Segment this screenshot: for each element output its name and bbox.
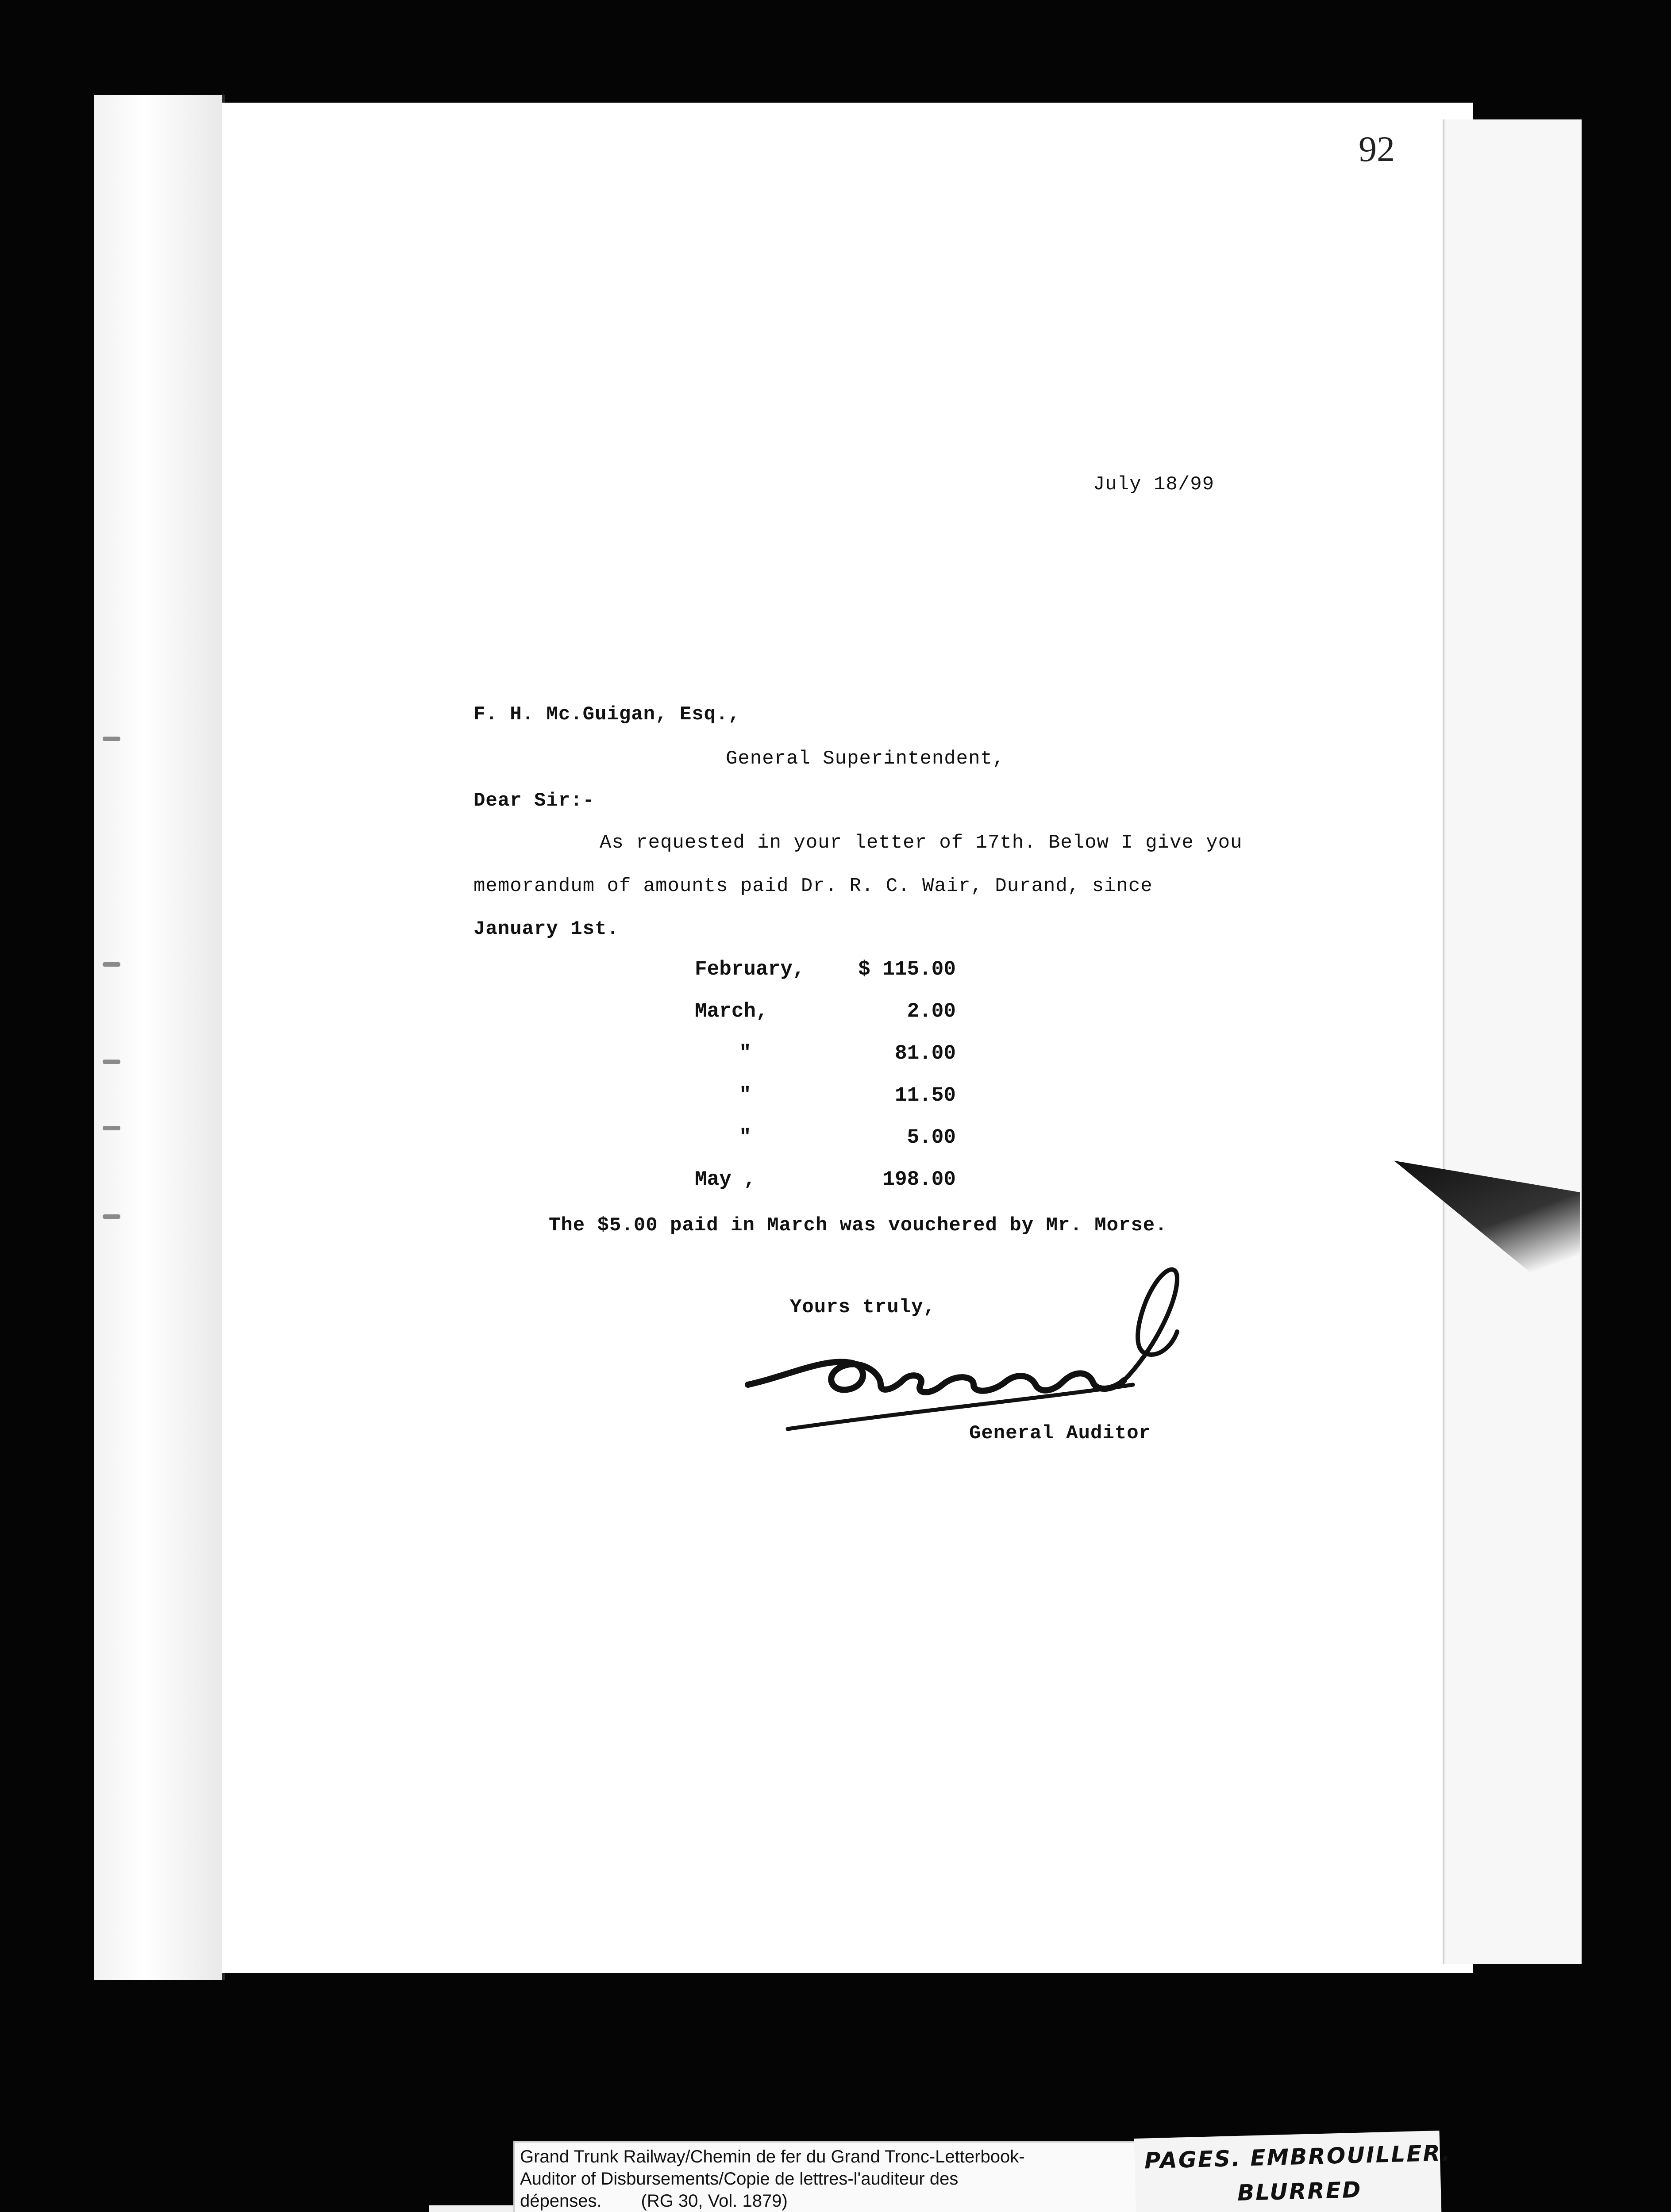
memorandum-amount: 2.00: [907, 1000, 956, 1023]
letter-page: [222, 103, 1473, 1973]
handwritten-note-line-2: BLURRED: [1237, 2177, 1363, 2206]
binding-mark: [103, 962, 120, 967]
memorandum-month: ": [739, 1126, 751, 1149]
handwritten-note-line-1: PAGES. EMBROUILLER.: [1144, 2140, 1452, 2174]
memorandum-month: March,: [695, 1000, 768, 1023]
salutation: Dear Sir:-: [474, 790, 595, 812]
handwritten-note: [1134, 2131, 1452, 2212]
memorandum-amount: 5.00: [907, 1126, 956, 1149]
binding-mark: [103, 1214, 120, 1219]
body-line-3: January 1st.: [474, 918, 619, 940]
page-number: 92: [1359, 129, 1395, 169]
binding-mark: [103, 1126, 120, 1130]
archive-label-line-3: dépenses. (RG 30, Vol. 1879): [520, 2191, 788, 2211]
addressee-title: General Superintendent,: [726, 748, 1005, 770]
memorandum-month: May ,: [695, 1168, 756, 1191]
memorandum-month: ": [739, 1042, 751, 1065]
archive-label-line-1: Grand Trunk Railway/Chemin de fer du Grand Tronc-Letterbook-: [520, 2147, 1025, 2166]
memorandum-amount: 198.00: [882, 1168, 956, 1191]
memorandum-month: ": [739, 1084, 751, 1107]
memorandum-amount: 81.00: [894, 1042, 956, 1065]
addressee-name: F. H. Mc.Guigan, Esq.,: [474, 703, 740, 726]
binding-strip: [94, 95, 225, 1980]
binding-mark: [103, 737, 120, 741]
handwritten-signature: [735, 1252, 1230, 1438]
memorandum-month: February,: [695, 958, 805, 981]
signer-title: General Auditor: [969, 1422, 1151, 1444]
voucher-note: The $5.00 paid in March was vouchered by Mr. Morse.: [549, 1214, 1167, 1237]
archive-label: [513, 2141, 1140, 2212]
archive-label-line-2: Auditor of Disbursements/Copie de lettres-l'auditeur des: [520, 2169, 959, 2189]
closing: Yours truly,: [790, 1296, 936, 1318]
binding-mark: [103, 1060, 120, 1064]
page-edge: [1443, 119, 1582, 1964]
memorandum-amount: 11.50: [894, 1084, 956, 1107]
memorandum-amount: $ 115.00: [858, 958, 956, 981]
letter-date: July 18/99: [1093, 473, 1215, 495]
body-line-2: memorandum of amounts paid Dr. R. C. Wair, Durand, since: [474, 875, 1153, 897]
body-line-1: As requested in your letter of 17th. Below I give you: [600, 832, 1243, 854]
